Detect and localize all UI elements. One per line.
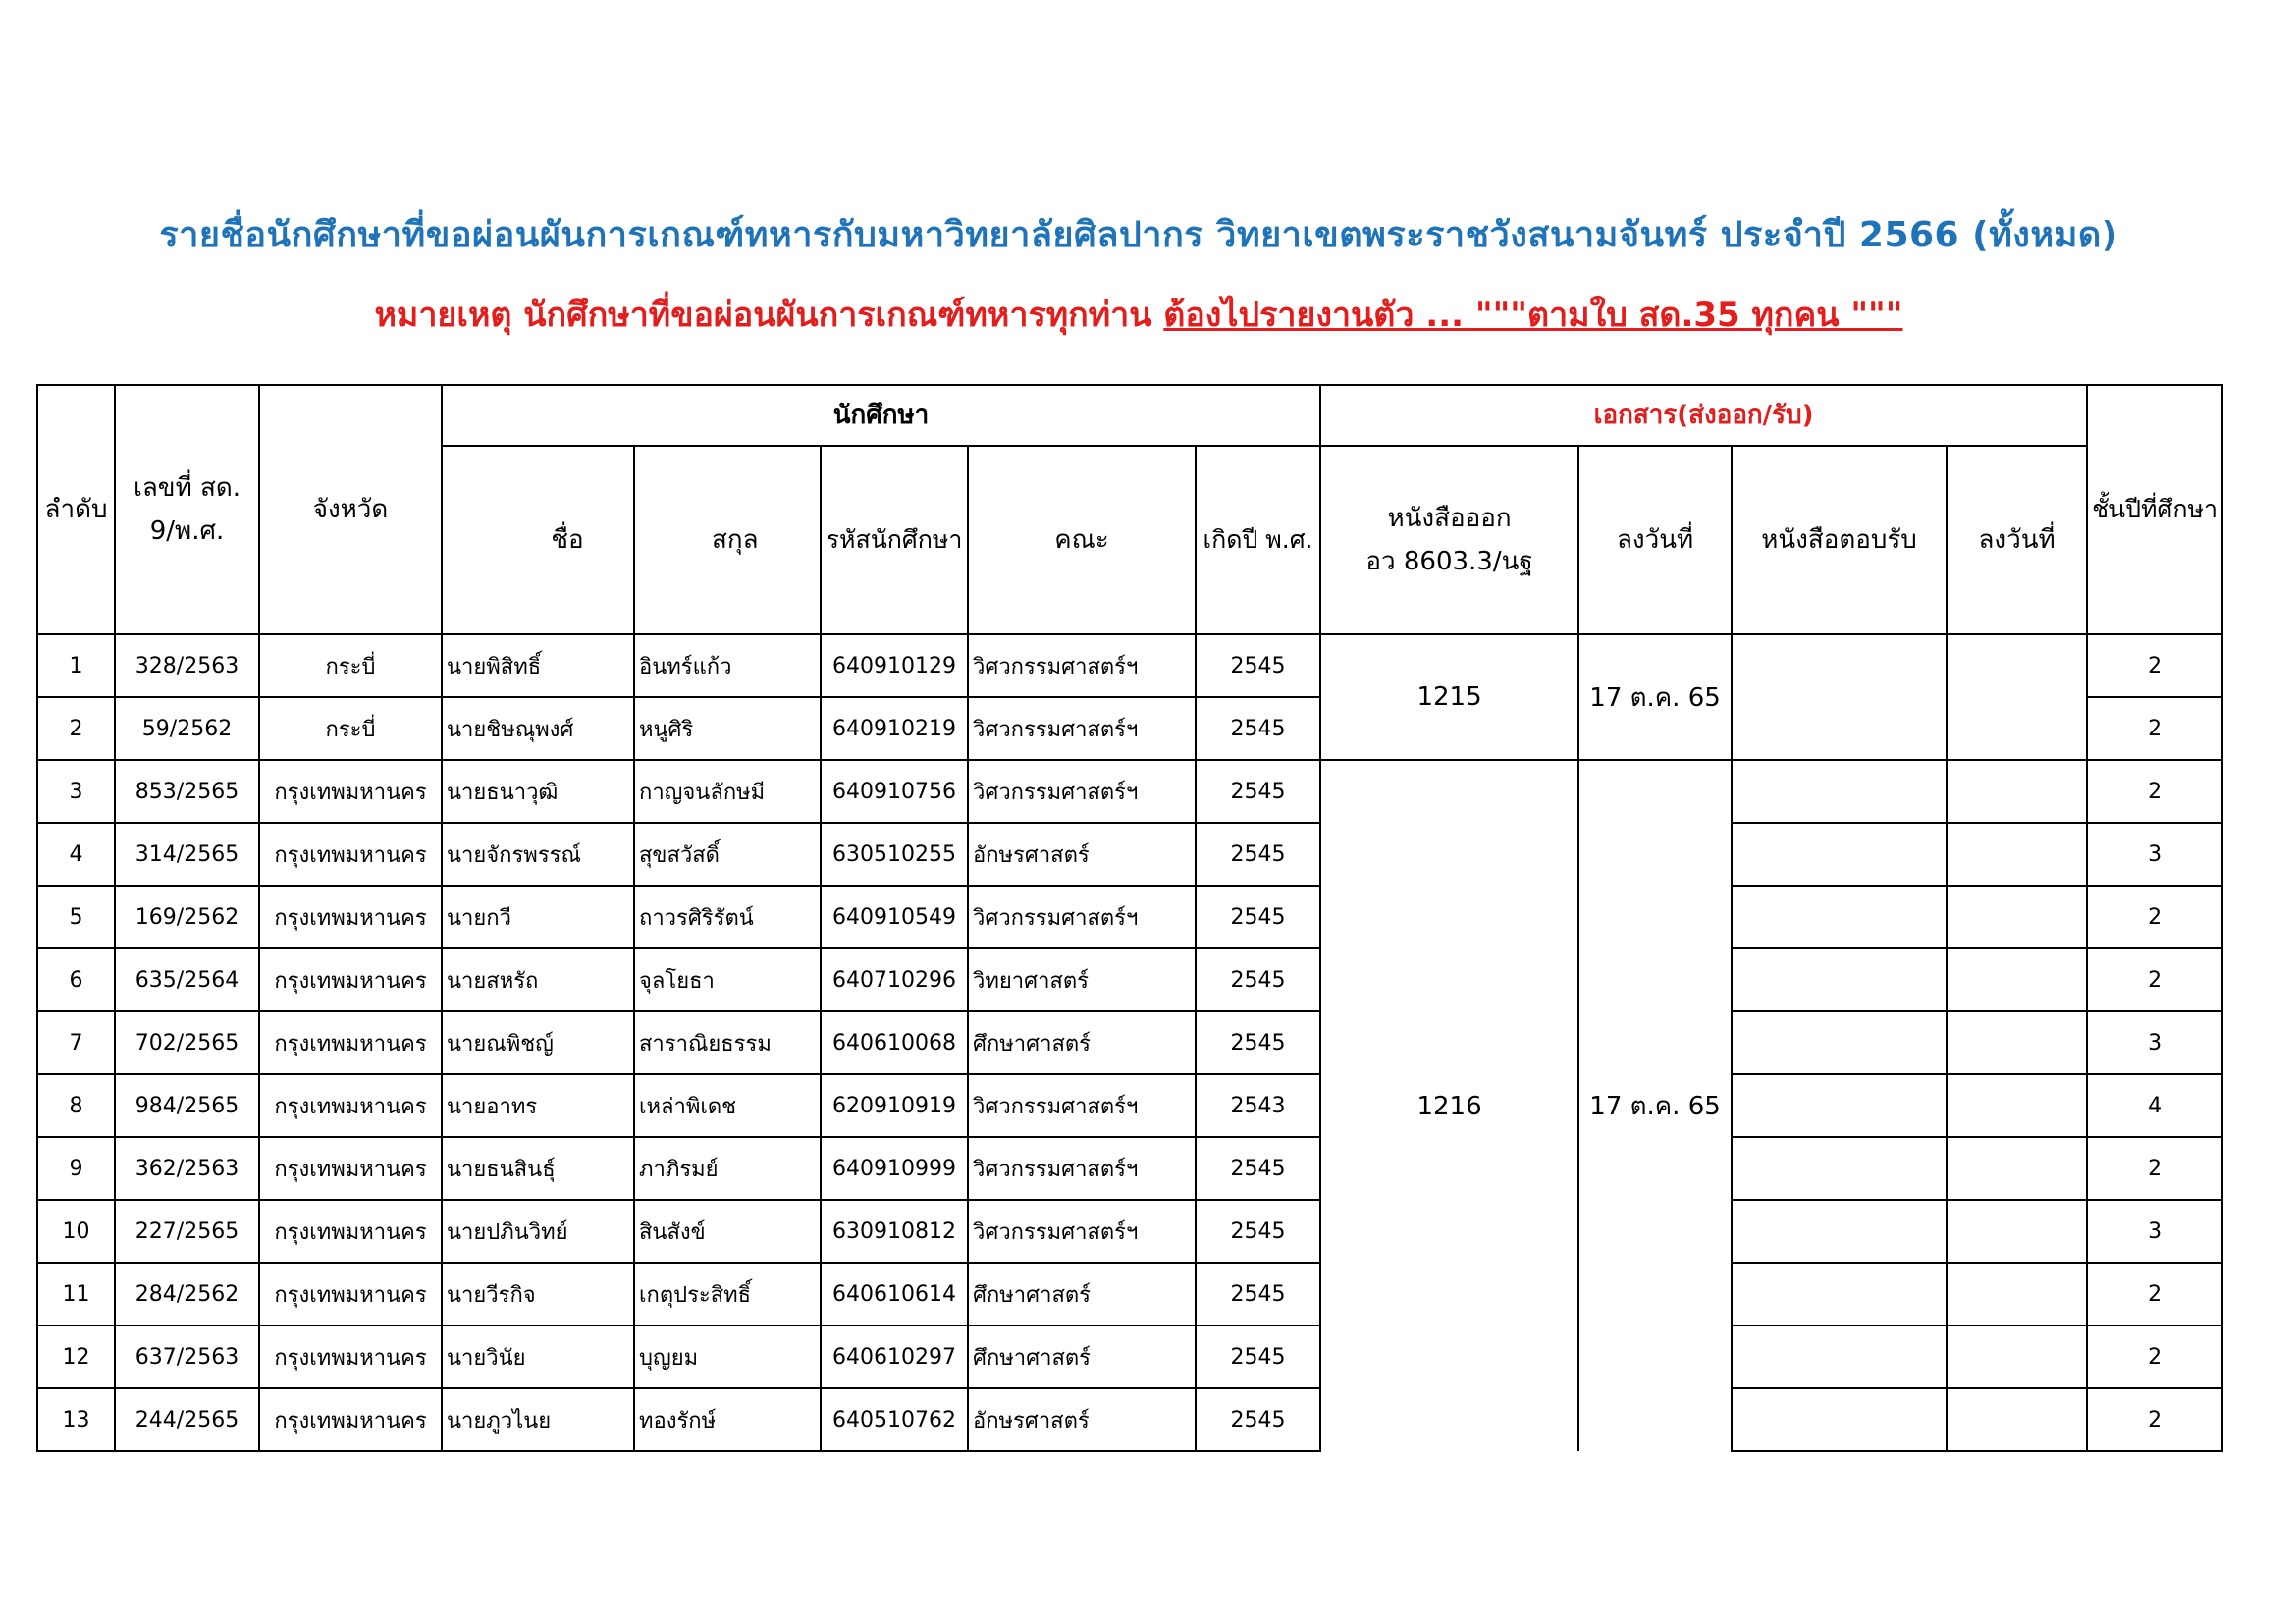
header-outgoing xyxy=(1320,446,1578,634)
header-reply: หนังสือตอบรับ xyxy=(1732,446,1947,634)
table-row xyxy=(37,760,2222,823)
header-date2: ลงวันที่ xyxy=(1947,446,2087,634)
cell-reply xyxy=(1732,948,1947,1011)
page-title: รายชื่อนักศึกษาที่ขอผ่อนผันการเกณฑ์ทหารกับมหาวิทยาลัยศิลปากร วิทยาเขตพระราชวังสนามจันทร์ ประจำปี 2566 (ทั้งหมด) xyxy=(159,215,2118,255)
header-year-level: ชั้นปีที่ศึกษา xyxy=(2087,385,2222,634)
cell-province: กระบี่ xyxy=(259,634,442,697)
header-faculty: คณะ xyxy=(968,446,1196,634)
cell-faculty: อักษรศาสตร์ xyxy=(968,823,1196,886)
cell-faculty: วิศวกรรมศาสตร์ฯ xyxy=(968,1137,1196,1200)
table-row xyxy=(37,1200,2222,1263)
table-row xyxy=(37,1137,2222,1200)
cell-reply-date xyxy=(1947,1200,2087,1263)
cell-reply-date xyxy=(1947,1388,2087,1451)
cell-year-level: 3 xyxy=(2087,1011,2222,1074)
cell-province: กรุงเทพมหานคร xyxy=(259,948,442,1011)
cell-first-name: นายกวี xyxy=(442,886,634,948)
header-outgoing-line2: อว 8603.3/นฐ xyxy=(1365,547,1533,576)
cell-province: กรุงเทพมหานคร xyxy=(259,1326,442,1388)
cell-year-level: 2 xyxy=(2087,697,2222,760)
cell-year-level: 2 xyxy=(2087,1326,2222,1388)
cell-province: กรุงเทพมหานคร xyxy=(259,1200,442,1263)
cell-faculty: วิศวกรรมศาสตร์ฯ xyxy=(968,634,1196,697)
cell-sd-number: 984/2565 xyxy=(115,1074,259,1137)
cell-student-id: 640910549 xyxy=(821,886,968,948)
cell-reply xyxy=(1732,1263,1947,1326)
cell-province: กรุงเทพมหานคร xyxy=(259,1388,442,1451)
cell-last-name: สาราณิยธรรม xyxy=(634,1011,821,1074)
cell-last-name: ภาภิรมย์ xyxy=(634,1137,821,1200)
table-row xyxy=(37,1326,2222,1388)
cell-student-id: 640910999 xyxy=(821,1137,968,1200)
cell-order: 7 xyxy=(37,1011,115,1074)
cell-order: 3 xyxy=(37,760,115,823)
table-row xyxy=(37,1263,2222,1326)
cell-year-level: 2 xyxy=(2087,1388,2222,1451)
cell-order: 4 xyxy=(37,823,115,886)
table-row xyxy=(37,1011,2222,1074)
cell-first-name: นายณพิชญ์ xyxy=(442,1011,634,1074)
cell-reply xyxy=(1732,634,1947,760)
cell-reply-date xyxy=(1947,1011,2087,1074)
cell-last-name: ถาวรศิริรัตน์ xyxy=(634,886,821,948)
cell-province: กรุงเทพมหานคร xyxy=(259,823,442,886)
cell-first-name: นายวินัย xyxy=(442,1326,634,1388)
cell-student-id: 640610297 xyxy=(821,1326,968,1388)
cell-last-name: อินทร์แก้ว xyxy=(634,634,821,697)
cell-first-name: นายภูวไนย xyxy=(442,1388,634,1451)
remark-prefix: หมายเหตุ นักศึกษาที่ขอผ่อนผันการเกณฑ์ทหารทุกท่าน xyxy=(374,296,1164,335)
cell-reply xyxy=(1732,760,1947,823)
cell-province: กรุงเทพมหานคร xyxy=(259,886,442,948)
cell-year-level: 3 xyxy=(2087,1200,2222,1263)
cell-reply xyxy=(1732,886,1947,948)
table-row xyxy=(37,1074,2222,1137)
cell-faculty: วิศวกรรมศาสตร์ฯ xyxy=(968,1074,1196,1137)
cell-reply-date xyxy=(1947,634,2087,760)
cell-birth-year: 2545 xyxy=(1196,760,1320,823)
cell-year-level: 3 xyxy=(2087,823,2222,886)
cell-student-id: 640610614 xyxy=(821,1263,968,1326)
cell-first-name: นายปภินวิทย์ xyxy=(442,1200,634,1263)
cell-order: 2 xyxy=(37,697,115,760)
cell-faculty: วิศวกรรมศาสตร์ฯ xyxy=(968,1200,1196,1263)
cell-first-name: นายธนสินธุ์ xyxy=(442,1137,634,1200)
cell-reply-date xyxy=(1947,1263,2087,1326)
cell-birth-year: 2545 xyxy=(1196,1326,1320,1388)
header-sd-number xyxy=(115,385,259,634)
cell-student-id: 640910756 xyxy=(821,760,968,823)
cell-first-name: นายชิษณุพงศ์ xyxy=(442,697,634,760)
table-row xyxy=(37,1388,2222,1451)
header-first-name: ชื่อ xyxy=(442,446,634,634)
cell-sd-number: 635/2564 xyxy=(115,948,259,1011)
cell-student-id: 640910129 xyxy=(821,634,968,697)
header-last-name: สกุล xyxy=(634,446,821,634)
cell-faculty: ศึกษาศาสตร์ xyxy=(968,1011,1196,1074)
cell-outgoing-number: 1216 xyxy=(1320,760,1578,1451)
cell-year-level: 2 xyxy=(2087,634,2222,697)
cell-province: กรุงเทพมหานคร xyxy=(259,1011,442,1074)
cell-sd-number: 637/2563 xyxy=(115,1326,259,1388)
cell-last-name: สุขสวัสดิ์ xyxy=(634,823,821,886)
header-province: จังหวัด xyxy=(259,385,442,634)
cell-outgoing-date: 17 ต.ค. 65 xyxy=(1578,634,1732,760)
cell-sd-number: 314/2565 xyxy=(115,823,259,886)
cell-order: 11 xyxy=(37,1263,115,1326)
header-order: ลำดับ xyxy=(37,385,115,634)
cell-first-name: นายธนาวุฒิ xyxy=(442,760,634,823)
cell-province: กรุงเทพมหานคร xyxy=(259,1137,442,1200)
cell-birth-year: 2545 xyxy=(1196,948,1320,1011)
cell-last-name: จุลโยธา xyxy=(634,948,821,1011)
cell-order: 12 xyxy=(37,1326,115,1388)
cell-sd-number: 59/2562 xyxy=(115,697,259,760)
cell-last-name: ทองรักษ์ xyxy=(634,1388,821,1451)
header-documents-group: เอกสาร(ส่งออก/รับ) xyxy=(1320,385,2087,446)
cell-student-id: 640710296 xyxy=(821,948,968,1011)
cell-last-name: หนูศิริ xyxy=(634,697,821,760)
cell-province: กรุงเทพมหานคร xyxy=(259,1074,442,1137)
cell-reply-date xyxy=(1947,1137,2087,1200)
cell-sd-number: 169/2562 xyxy=(115,886,259,948)
cell-order: 6 xyxy=(37,948,115,1011)
cell-reply xyxy=(1732,1200,1947,1263)
header-outgoing-line1: หนังสือออก xyxy=(1387,504,1512,533)
cell-last-name: กาญจนลักษมี xyxy=(634,760,821,823)
header-sd-line2: 9/พ.ศ. xyxy=(149,516,225,546)
cell-sd-number: 853/2565 xyxy=(115,760,259,823)
header-student-id: รหัสนักศึกษา xyxy=(821,446,968,634)
table-row xyxy=(37,886,2222,948)
cell-reply xyxy=(1732,1388,1947,1451)
cell-province: กระบี่ xyxy=(259,697,442,760)
cell-sd-number: 227/2565 xyxy=(115,1200,259,1263)
cell-reply-date xyxy=(1947,948,2087,1011)
cell-year-level: 2 xyxy=(2087,886,2222,948)
cell-province: กรุงเทพมหานคร xyxy=(259,760,442,823)
cell-sd-number: 328/2563 xyxy=(115,634,259,697)
cell-sd-number: 362/2563 xyxy=(115,1137,259,1200)
cell-first-name: นายสหรัถ xyxy=(442,948,634,1011)
cell-student-id: 630910812 xyxy=(821,1200,968,1263)
cell-student-id: 620910919 xyxy=(821,1074,968,1137)
cell-reply xyxy=(1732,1011,1947,1074)
cell-year-level: 2 xyxy=(2087,760,2222,823)
cell-sd-number: 244/2565 xyxy=(115,1388,259,1451)
cell-last-name: บุญยม xyxy=(634,1326,821,1388)
cell-faculty: อักษรศาสตร์ xyxy=(968,1388,1196,1451)
cell-birth-year: 2545 xyxy=(1196,697,1320,760)
cell-reply-date xyxy=(1947,823,2087,886)
cell-birth-year: 2545 xyxy=(1196,1137,1320,1200)
cell-first-name: นายวีรกิจ xyxy=(442,1263,634,1326)
cell-birth-year: 2545 xyxy=(1196,1200,1320,1263)
cell-first-name: นายจักรพรรณ์ xyxy=(442,823,634,886)
cell-reply xyxy=(1732,1074,1947,1137)
cell-student-id: 640510762 xyxy=(821,1388,968,1451)
cell-student-id: 640610068 xyxy=(821,1011,968,1074)
cell-year-level: 2 xyxy=(2087,1263,2222,1326)
remark-note xyxy=(0,288,2277,341)
cell-reply-date xyxy=(1947,886,2087,948)
cell-order: 8 xyxy=(37,1074,115,1137)
cell-last-name: เกตุประสิทธิ์ xyxy=(634,1263,821,1326)
cell-reply-date xyxy=(1947,1074,2087,1137)
cell-sd-number: 702/2565 xyxy=(115,1011,259,1074)
table-row xyxy=(37,634,2222,697)
table-body xyxy=(37,634,2222,1451)
cell-reply-date xyxy=(1947,760,2087,823)
cell-year-level: 2 xyxy=(2087,1137,2222,1200)
cell-year-level: 2 xyxy=(2087,948,2222,1011)
cell-faculty: วิศวกรรมศาสตร์ฯ xyxy=(968,886,1196,948)
cell-order: 13 xyxy=(37,1388,115,1451)
cell-faculty: วิทยาศาสตร์ xyxy=(968,948,1196,1011)
cell-order: 1 xyxy=(37,634,115,697)
cell-last-name: สินสังข์ xyxy=(634,1200,821,1263)
header-student-group: นักศึกษา xyxy=(442,385,1320,446)
cell-outgoing-date: 17 ต.ค. 65 xyxy=(1578,760,1732,1451)
cell-faculty: ศึกษาศาสตร์ xyxy=(968,1263,1196,1326)
cell-outgoing-number: 1215 xyxy=(1320,634,1578,760)
cell-student-id: 630510255 xyxy=(821,823,968,886)
cell-faculty: วิศวกรรมศาสตร์ฯ xyxy=(968,760,1196,823)
cell-year-level: 4 xyxy=(2087,1074,2222,1137)
cell-last-name: เหล่าพิเดช xyxy=(634,1074,821,1137)
header-birth-year: เกิดปี พ.ศ. xyxy=(1196,446,1320,634)
cell-birth-year: 2545 xyxy=(1196,886,1320,948)
cell-reply xyxy=(1732,1326,1947,1388)
table-row xyxy=(37,823,2222,886)
cell-birth-year: 2545 xyxy=(1196,1011,1320,1074)
cell-order: 5 xyxy=(37,886,115,948)
student-table xyxy=(36,384,2223,1452)
cell-faculty: วิศวกรรมศาสตร์ฯ xyxy=(968,697,1196,760)
table-row xyxy=(37,948,2222,1011)
cell-birth-year: 2543 xyxy=(1196,1074,1320,1137)
cell-faculty: ศึกษาศาสตร์ xyxy=(968,1326,1196,1388)
cell-birth-year: 2545 xyxy=(1196,1388,1320,1451)
cell-student-id: 640910219 xyxy=(821,697,968,760)
cell-sd-number: 284/2562 xyxy=(115,1263,259,1326)
cell-birth-year: 2545 xyxy=(1196,634,1320,697)
cell-first-name: นายอาทร xyxy=(442,1074,634,1137)
cell-reply xyxy=(1732,1137,1947,1200)
cell-order: 10 xyxy=(37,1200,115,1263)
cell-province: กรุงเทพมหานคร xyxy=(259,1263,442,1326)
remark-underlined: ต้องไปรายงานตัว ... """ตามใบ สด.35 ทุกคน """ xyxy=(1163,296,1903,335)
cell-first-name: นายพิสิทธิ์ xyxy=(442,634,634,697)
cell-reply xyxy=(1732,823,1947,886)
header-date1: ลงวันที่ xyxy=(1578,446,1732,634)
cell-order: 9 xyxy=(37,1137,115,1200)
header-sd-line1: เลขที่ สด. xyxy=(133,473,240,503)
cell-reply-date xyxy=(1947,1326,2087,1388)
cell-birth-year: 2545 xyxy=(1196,823,1320,886)
cell-birth-year: 2545 xyxy=(1196,1263,1320,1326)
